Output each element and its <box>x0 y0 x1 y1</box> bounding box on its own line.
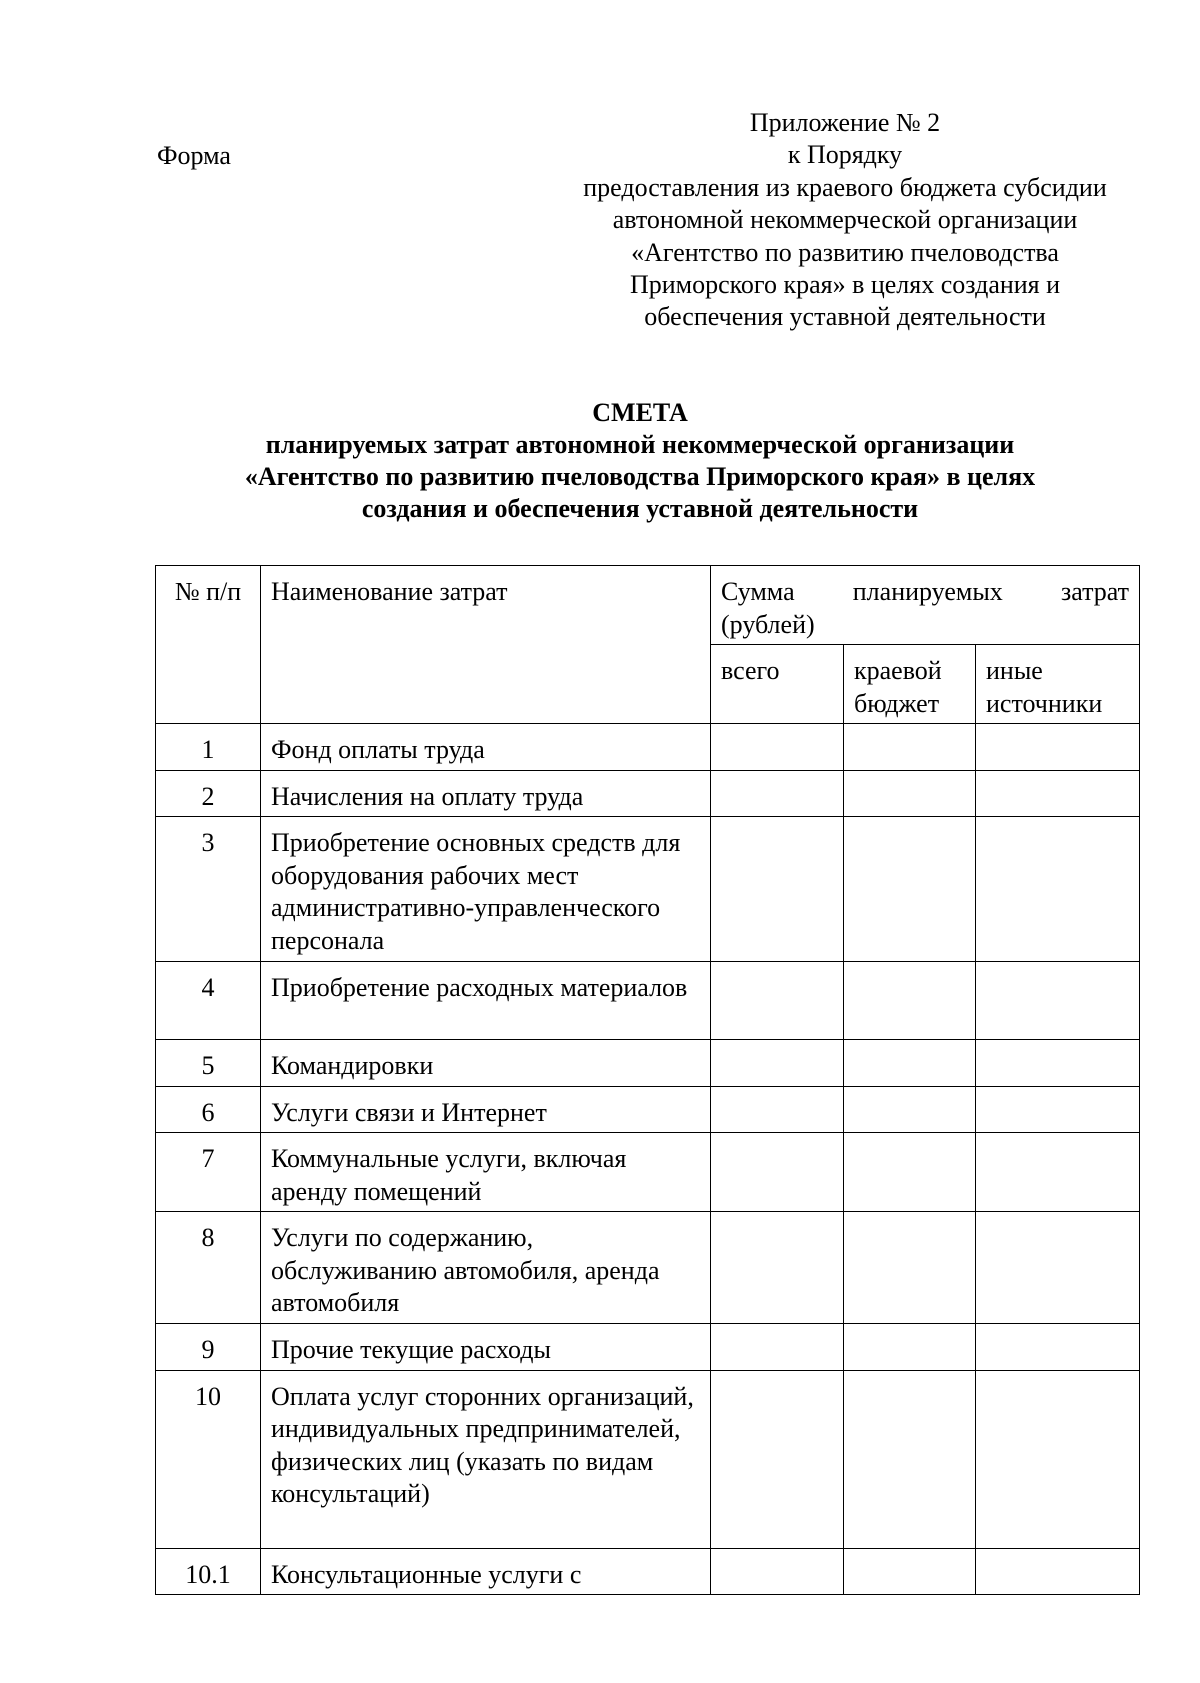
row-total-cell <box>711 724 844 771</box>
row-name-cell: Приобретение расходных материалов <box>261 962 711 1040</box>
row-regional-cell <box>844 1212 976 1324</box>
row-name-cell: Прочие текущие расходы <box>261 1324 711 1371</box>
title-subtitle-line: планируемых затрат автономной некоммерческой организации <box>265 430 1015 459</box>
row-total-cell <box>711 1086 844 1133</box>
row-regional-cell <box>844 1548 976 1595</box>
row-number-cell: 10.1 <box>156 1548 261 1595</box>
appendix-line: Приморского края» в целях создания и <box>629 270 1061 300</box>
row-other-cell <box>976 1370 1140 1548</box>
header-cell-regional: краевой бюджет <box>844 645 976 724</box>
appendix-block <box>540 107 1150 334</box>
table-row <box>156 1086 1140 1133</box>
row-number-cell: 2 <box>156 770 261 817</box>
appendix-line: к Порядку <box>787 140 903 170</box>
row-regional-cell <box>844 1133 976 1212</box>
form-label: Форма <box>157 141 231 170</box>
row-regional-cell <box>844 1040 976 1087</box>
row-total-cell <box>711 1548 844 1595</box>
title-subtitle-line: «Агентство по развитию пчеловодства Приморского края» в целях <box>244 462 1036 491</box>
title-heading: СМЕТА <box>592 398 688 427</box>
appendix-line: «Агентство по развитию пчеловодства <box>631 237 1059 267</box>
row-name-cell: Командировки <box>261 1040 711 1087</box>
row-number-cell: 9 <box>156 1324 261 1371</box>
header-cell-sum <box>711 566 1140 645</box>
row-other-cell <box>976 962 1140 1040</box>
row-name-cell: Оплата услуг сторонних организаций, индивидуальных предпринимателей, физических лиц (указать по видам консультаций) <box>261 1370 711 1548</box>
row-total-cell <box>711 817 844 962</box>
row-regional-cell <box>844 1324 976 1371</box>
row-regional-cell <box>844 1086 976 1133</box>
row-name-cell: Консультационные услуги с <box>261 1548 711 1595</box>
header-sum-word: Сумма <box>721 577 795 606</box>
header-sum-word: затрат <box>1060 577 1129 606</box>
row-regional-cell <box>844 724 976 771</box>
row-other-cell <box>976 770 1140 817</box>
row-number-cell: 5 <box>156 1040 261 1087</box>
row-number-cell: 4 <box>156 962 261 1040</box>
table-row <box>156 962 1140 1040</box>
row-number-cell: 7 <box>156 1133 261 1212</box>
table-header-row <box>156 566 1140 645</box>
row-total-cell <box>711 1040 844 1087</box>
estimate-table <box>155 565 1140 1595</box>
row-name-cell: Услуги связи и Интернет <box>261 1086 711 1133</box>
row-other-cell <box>976 1324 1140 1371</box>
header-sum-word: планируемых <box>852 577 1003 606</box>
row-regional-cell <box>844 770 976 817</box>
row-other-cell <box>976 1212 1140 1324</box>
header-sum-unit: (рублей) <box>721 609 815 639</box>
row-total-cell <box>711 1212 844 1324</box>
row-name-cell: Услуги по содержанию, обслуживанию автомобиля, аренда автомобиля <box>261 1212 711 1324</box>
row-name-cell: Фонд оплаты труда <box>261 724 711 771</box>
table-row <box>156 1040 1140 1087</box>
table-row <box>156 770 1140 817</box>
row-regional-cell <box>844 817 976 962</box>
row-name-cell: Приобретение основных средств для оборудования рабочих мест административно-управленческого персонала <box>261 817 711 962</box>
row-other-cell <box>976 1133 1140 1212</box>
row-number-cell: 1 <box>156 724 261 771</box>
table-row <box>156 1370 1140 1548</box>
appendix-line: Приложение № 2 <box>749 108 941 137</box>
header-cell-name: Наименование затрат <box>261 566 711 724</box>
row-total-cell <box>711 770 844 817</box>
document-title <box>140 397 1140 525</box>
row-total-cell <box>711 1133 844 1212</box>
row-other-cell <box>976 817 1140 962</box>
row-regional-cell <box>844 1370 976 1548</box>
row-number-cell: 6 <box>156 1086 261 1133</box>
appendix-line: обеспечения уставной деятельности <box>644 302 1046 332</box>
table-row <box>156 1133 1140 1212</box>
row-number-cell: 8 <box>156 1212 261 1324</box>
row-other-cell <box>976 1040 1140 1087</box>
row-name-cell: Коммунальные услуги, включая аренду помещений <box>261 1133 711 1212</box>
header-cell-total: всего <box>711 645 844 724</box>
row-number-cell: 10 <box>156 1370 261 1548</box>
table-row <box>156 1324 1140 1371</box>
header-cell-number: № п/п <box>156 566 261 724</box>
row-number-cell: 3 <box>156 817 261 962</box>
row-other-cell <box>976 724 1140 771</box>
header-cell-other: иные источники <box>976 645 1140 724</box>
row-name-cell: Начисления на оплату труда <box>261 770 711 817</box>
appendix-line: предоставления из краевого бюджета субсидии <box>583 172 1107 202</box>
table-row <box>156 1212 1140 1324</box>
row-total-cell <box>711 1324 844 1371</box>
row-total-cell <box>711 962 844 1040</box>
row-other-cell <box>976 1548 1140 1595</box>
row-total-cell <box>711 1370 844 1548</box>
title-subtitle-line: создания и обеспечения уставной деятельности <box>361 494 919 523</box>
row-regional-cell <box>844 962 976 1040</box>
row-other-cell <box>976 1086 1140 1133</box>
appendix-line: автономной некоммерческой организации <box>612 205 1078 235</box>
table-row <box>156 817 1140 962</box>
table-row <box>156 724 1140 771</box>
table-row <box>156 1548 1140 1595</box>
header-sum-words <box>721 576 1129 609</box>
